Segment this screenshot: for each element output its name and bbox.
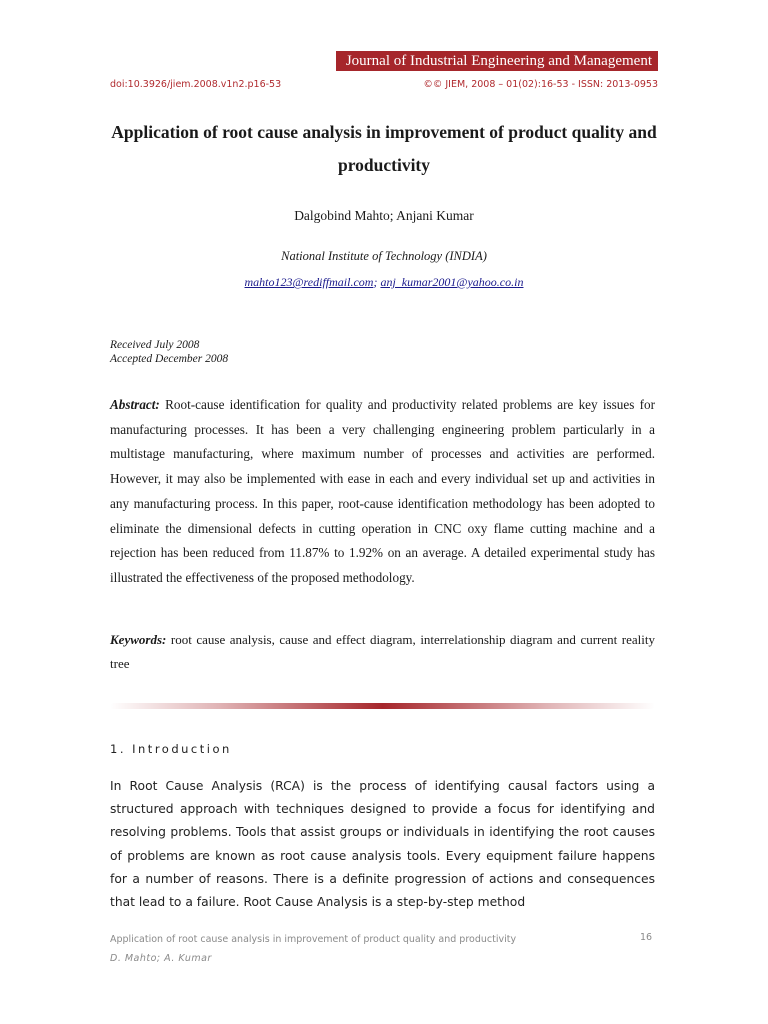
submission-dates xyxy=(110,338,228,366)
received-date: Received July 2008 xyxy=(110,339,200,351)
footer-paper-title: Application of root cause analysis in improvement of product quality and productivity xyxy=(110,934,517,945)
abstract-paragraph xyxy=(110,393,655,591)
email-link-kumar[interactable]: anj_kumar2001@yahoo.co.in xyxy=(380,275,524,289)
abstract-label: Abstract: xyxy=(110,397,160,412)
journal-name-banner: Journal of Industrial Engineering and Management xyxy=(336,51,658,71)
section-divider xyxy=(110,703,655,709)
paper-authors: Dalgobind Mahto; Anjani Kumar xyxy=(294,208,474,223)
paper-title: Application of root cause analysis in improvement of product quality and productivity xyxy=(111,122,657,175)
introduction-text: In Root Cause Analysis (RCA) is the process of identifying causal factors using a structured approach with techniques designed to provide a focus for identifying and resolving problems. Tools that assist groups or individuals in identifying the root causes of problems are known as root cause analysis tools. Every equipment failure happens for a number of reasons. There is a definite progression of actions and consequences that lead to a failure. Root Cause Analysis is a step-by-step method xyxy=(110,779,655,910)
keywords-paragraph xyxy=(110,628,655,676)
page-number: 16 xyxy=(640,932,653,943)
author-emails xyxy=(0,275,768,290)
keywords-label: Keywords: xyxy=(110,632,167,647)
doi-text: doi:10.3926/jiem.2008.v1n2.p16-53 xyxy=(110,79,282,90)
abstract-text: Root-cause identification for quality and productivity related problems are key issues for manufacturing processes. It has been a very challenging engineering problem particularly in a multistage manufacturing, where maximum number of processes and activities are performed. However, it may also be implemented with ease in each and every individual set up and activities in any manufacturing process. In this paper, root-cause identification methodology has been adopted to eliminate the dimensional defects in cutting operation in CNC oxy flame cutting machine and a rejection has been reduced from 11.87% to 1.92% on an average. A detailed experimental study has illustrated the effectiveness of the proposed methodology. xyxy=(110,397,656,585)
copyright-text: ©© JIEM, 2008 – 01(02):16-53 - ISSN: 2013-0953 xyxy=(423,79,658,90)
email-link-mahto[interactable]: mahto123@rediffmail.com xyxy=(244,275,374,289)
accepted-date: Accepted December 2008 xyxy=(110,353,229,365)
email-separator: ; xyxy=(373,275,378,289)
footer-authors: D. Mahto; A. Kumar xyxy=(110,953,212,964)
author-affiliation: National Institute of Technology (INDIA) xyxy=(281,249,487,263)
keywords-text: root cause analysis, cause and effect diagram, interrelationship diagram and current reality tree xyxy=(110,632,655,671)
introduction-heading: 1. Introduction xyxy=(110,742,232,756)
